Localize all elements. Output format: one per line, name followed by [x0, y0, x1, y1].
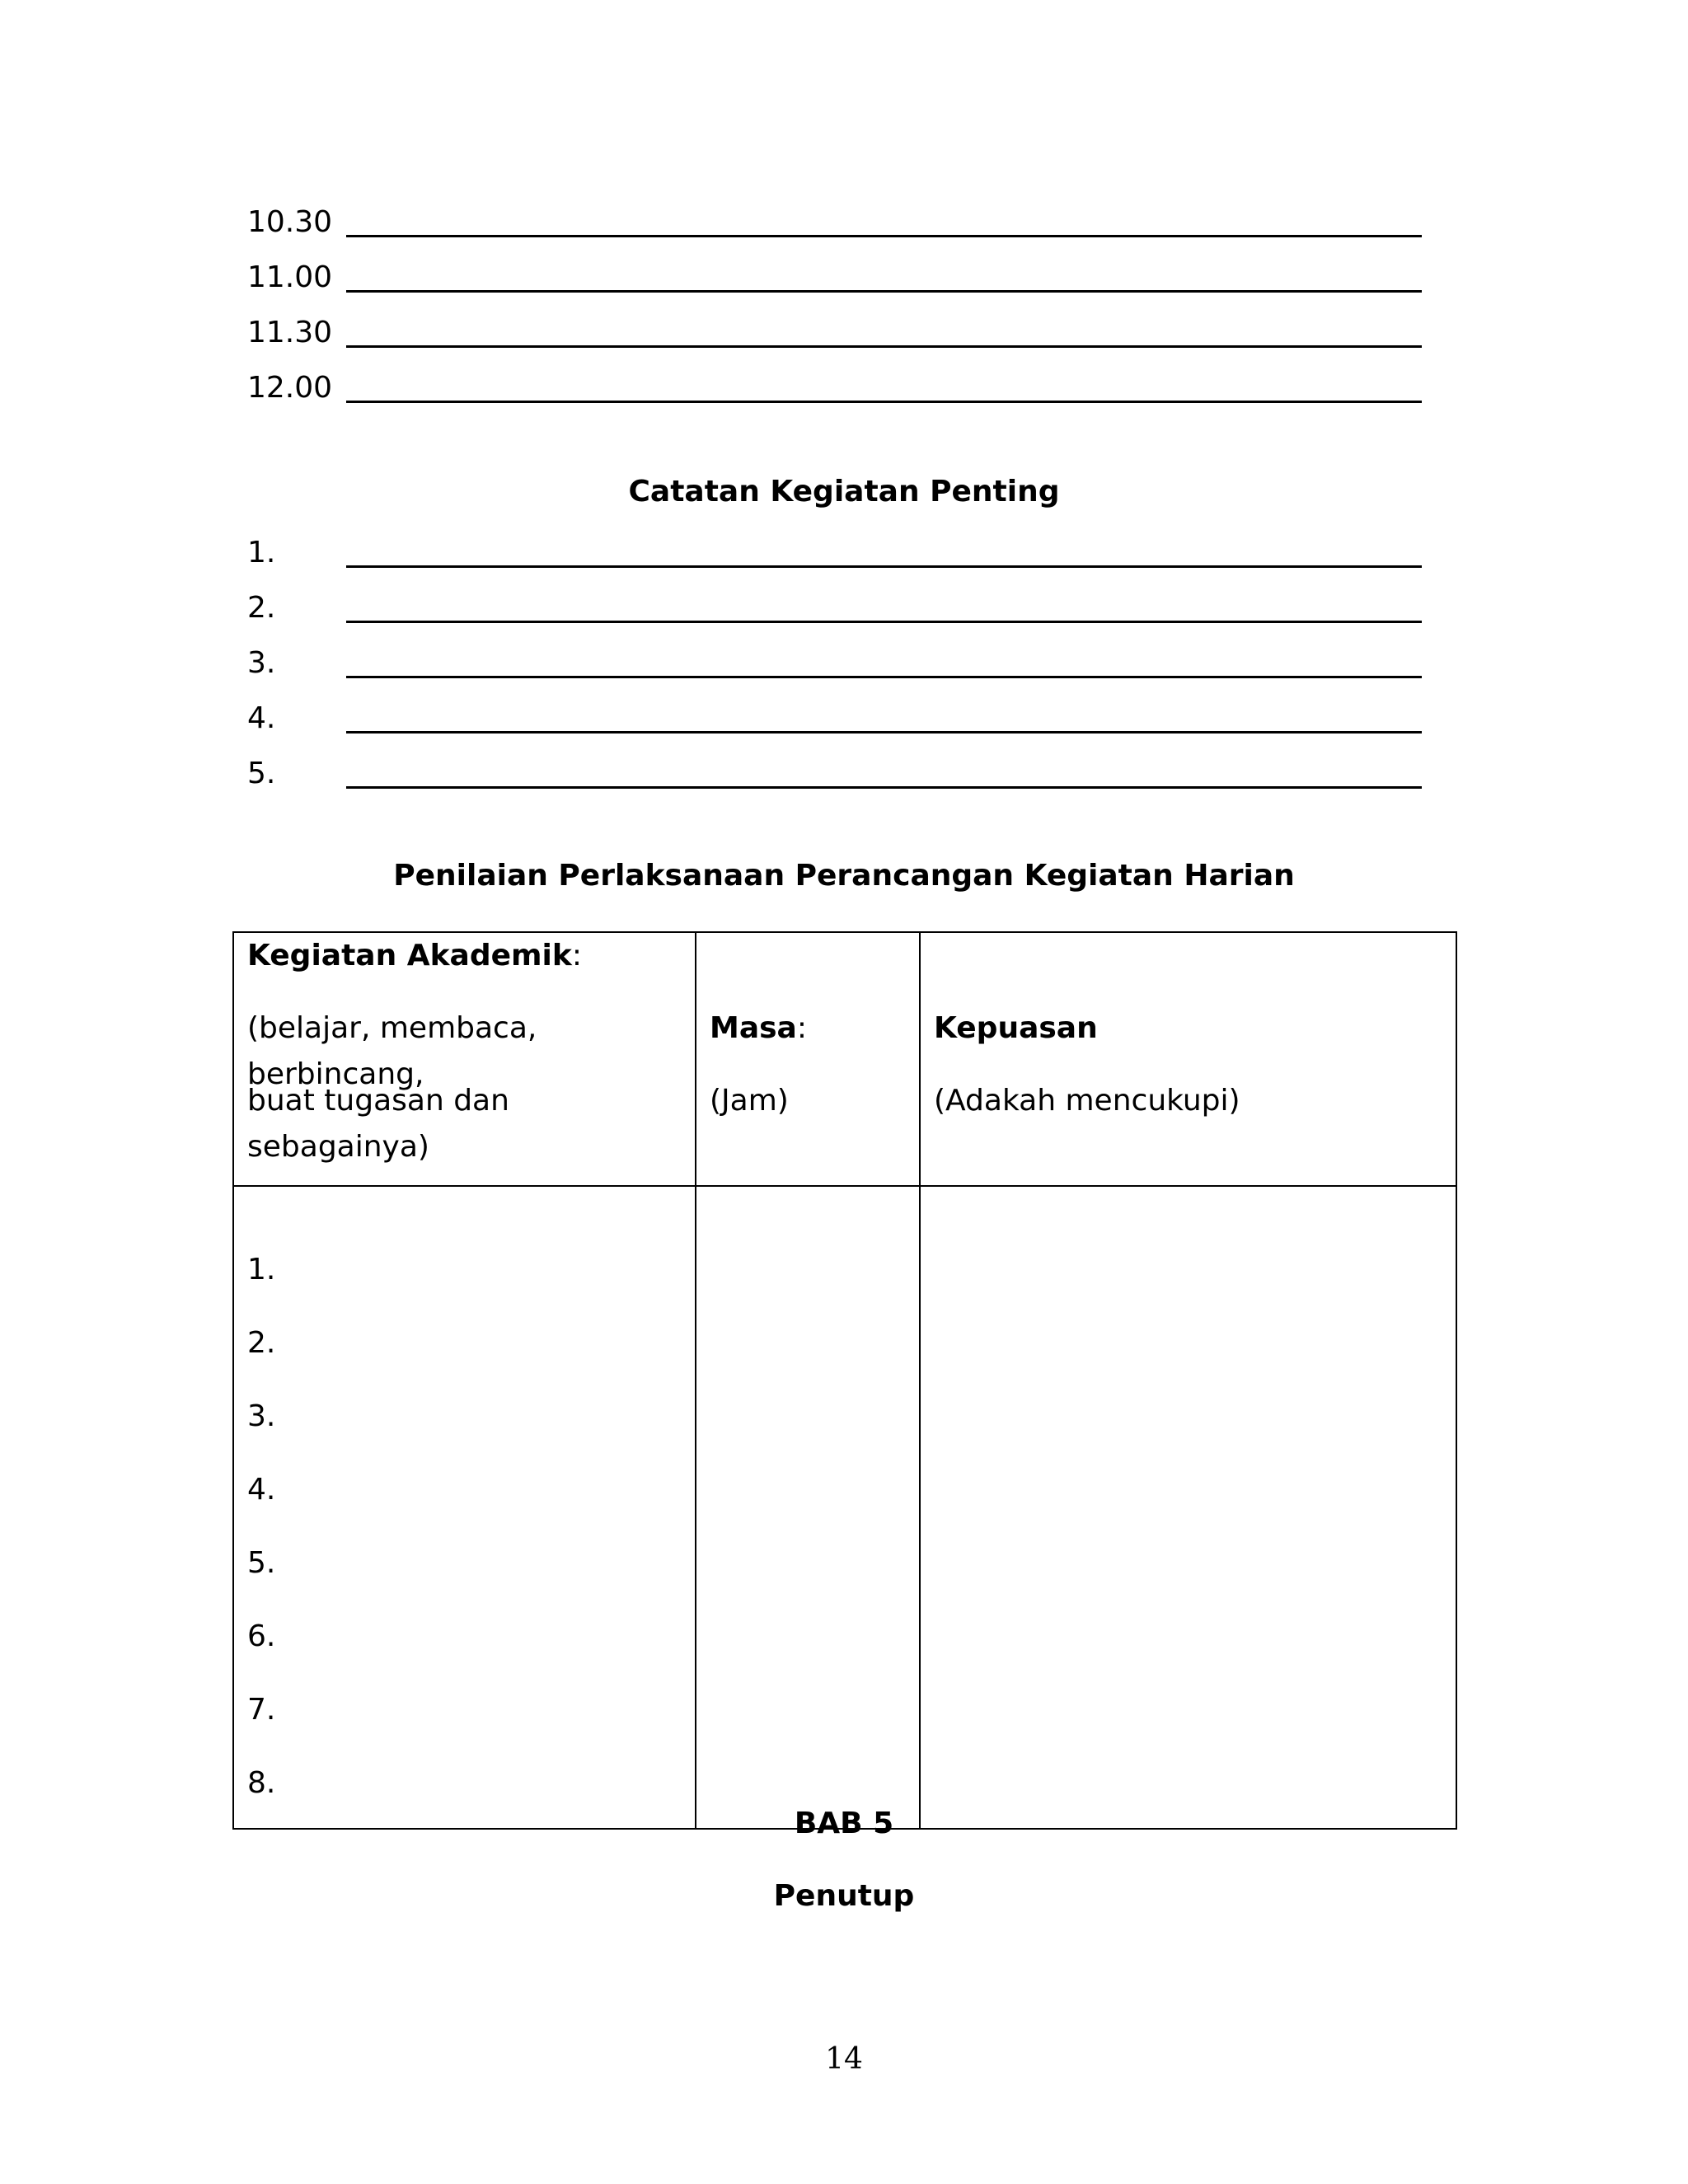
note-number: 2.: [247, 591, 276, 625]
blank-line: [346, 290, 1422, 293]
note-number: 4.: [247, 701, 276, 735]
note-line-5: [247, 739, 1422, 789]
note-number: 1.: [247, 536, 276, 569]
schedule-time: 10.30: [247, 205, 333, 239]
evaluation-title: Penilaian Perlaksanaan Perancangan Kegiatan Harian: [393, 859, 1295, 893]
time-desc: (Jam): [710, 1084, 789, 1118]
list-item: 2.: [247, 1326, 276, 1360]
note-line-2: [247, 574, 1422, 623]
header-spacer: [934, 933, 1442, 1005]
activity-label: Kegiatan Akademik: [247, 939, 572, 972]
blank-line: [346, 676, 1422, 678]
activity-desc-1: (belajar, membaca, berbincang,: [247, 1011, 537, 1091]
blank-line: [346, 565, 1422, 568]
list-item: 7.: [247, 1693, 276, 1727]
note-line-4: [247, 684, 1422, 733]
list-item: 6.: [247, 1619, 276, 1653]
blank-line: [346, 235, 1422, 237]
time-entries-cell[interactable]: [696, 1186, 920, 1829]
blank-line: [346, 786, 1422, 789]
schedule-time: 12.00: [247, 371, 333, 405]
schedule-time: 11.30: [247, 316, 333, 349]
list-item: 4.: [247, 1473, 276, 1507]
header-spacer: [710, 933, 906, 1005]
important-notes-title: Catatan Kegiatan Penting: [628, 475, 1060, 509]
time-colon: :: [796, 1011, 807, 1045]
schedule-line-1100: [247, 243, 1422, 293]
note-line-1: [247, 518, 1422, 568]
time-header-label: [710, 1005, 906, 1078]
page-number: 14: [825, 2042, 863, 2076]
blank-line: [346, 621, 1422, 623]
blank-line: [346, 731, 1422, 733]
blank-line: [346, 345, 1422, 348]
time-label: Masa: [710, 1011, 797, 1045]
evaluation-table: [232, 931, 1457, 1830]
note-number: 5.: [247, 757, 276, 790]
chapter-number: BAB 5: [794, 1807, 894, 1840]
list-item: 8.: [247, 1766, 276, 1800]
schedule-time: 11.00: [247, 260, 333, 294]
note-number: 3.: [247, 646, 276, 680]
note-line-3: [247, 629, 1422, 678]
list-item: 1.: [247, 1253, 276, 1286]
satisfaction-label: Kepuasan: [934, 1011, 1098, 1045]
schedule-line-1030: [247, 188, 1422, 237]
activity-colon: :: [571, 939, 582, 972]
activity-header-label: [247, 933, 682, 1005]
list-item: 3.: [247, 1399, 276, 1433]
satisfaction-entries-cell[interactable]: [920, 1186, 1456, 1829]
chapter-title: Penutup: [773, 1879, 915, 1913]
table-body-row: [233, 1186, 1456, 1829]
blank-line: [346, 401, 1422, 403]
satisfaction-desc: (Adakah mencukupi): [934, 1084, 1240, 1118]
list-item: 5.: [247, 1546, 276, 1580]
header-cell-activity: [233, 932, 696, 1186]
schedule-line-1200: [247, 354, 1422, 403]
activity-desc-2: buat tugasan dan sebagainya): [247, 1084, 509, 1164]
activity-number-list: [247, 1187, 682, 1828]
schedule-line-1130: [247, 298, 1422, 348]
activity-entries-cell[interactable]: [233, 1186, 696, 1829]
header-cell-time: [696, 932, 920, 1186]
table-header-row: [233, 932, 1456, 1186]
header-cell-satisfaction: [920, 932, 1456, 1186]
